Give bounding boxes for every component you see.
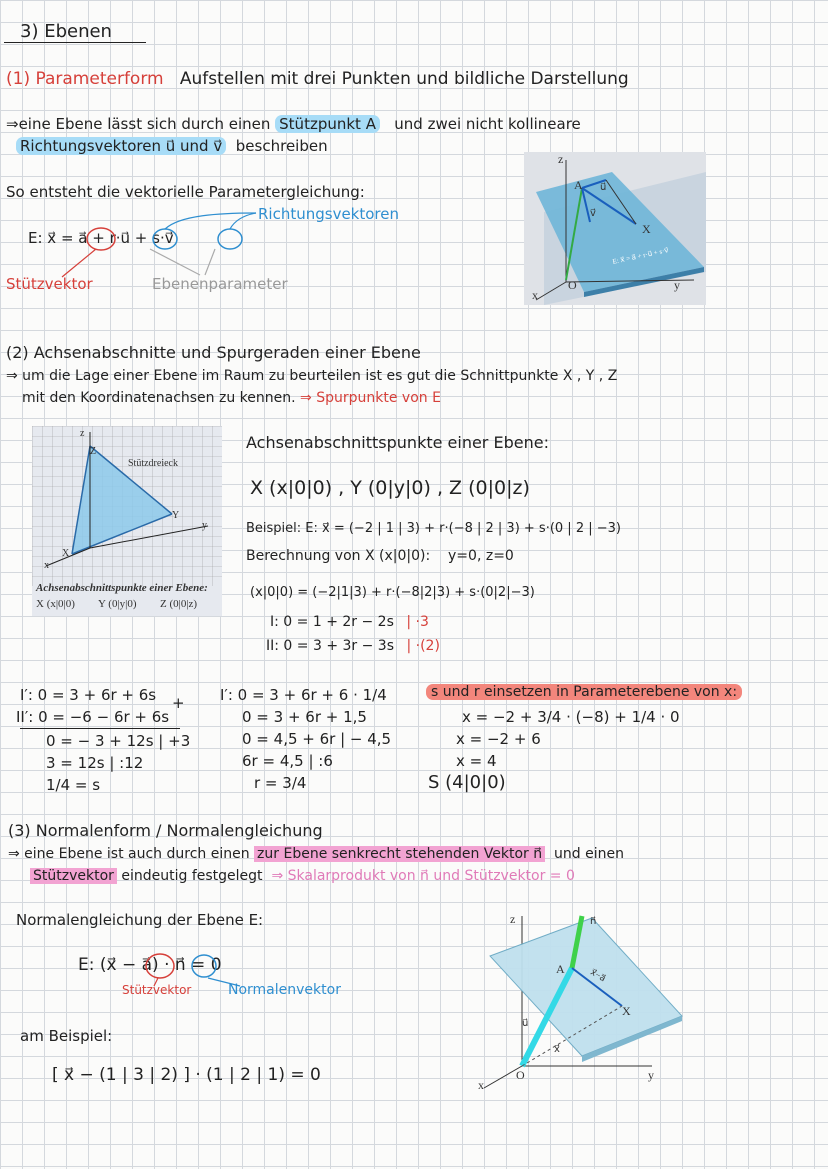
fig3-a: A	[556, 962, 565, 976]
s2-heading: (2) Achsenabschnitte und Spurgeraden einer Ebene	[6, 343, 421, 362]
fig3-n: n⃗	[590, 916, 597, 927]
fig1-strip: E: x⃗ = a⃗ + r·u⃗ + s·v⃗	[611, 246, 670, 266]
calc-mid-1: 0 = 3 + 6r + 1,5	[242, 708, 367, 726]
fig2-xaxis: x	[44, 560, 49, 571]
calc-mid-2: 0 = 4,5 + 6r | − 4,5	[242, 730, 392, 748]
calc-right-1: x = −2 + 6	[456, 730, 541, 748]
fig2-p2: Y (0|y|0)	[98, 598, 137, 610]
fig2-ypoint: Y	[172, 510, 180, 521]
fig1-x: X	[642, 222, 651, 236]
s1-heading: (1) Parameterform Aufstellen mit drei Punkten und bildliche Darstellung	[6, 69, 629, 89]
calc-right-2: x = 4	[456, 752, 497, 770]
ng-label-stuetz: Stützvektor	[122, 983, 192, 997]
s2-line2: mit den Koordinatenachsen zu kennen. ⇒ Spurpunkte von E	[22, 390, 441, 406]
fig1-z: z	[558, 152, 564, 166]
label-stuetzvektor: Stützvektor	[6, 275, 93, 293]
s1-line2: Richtungsvektoren u⃗ und v⃗ beschreiben	[16, 138, 328, 155]
figure-parameterform	[524, 152, 706, 305]
s3-line1: ⇒ eine Ebene ist auch durch einen zur Ebene senkrecht stehenden Vektor n⃗ und einen	[8, 846, 624, 862]
s3-heading: (3) Normalenform / Normalengleichung	[8, 821, 323, 840]
ng-equation: E: (x⃗ − a⃗) · n⃗ = 0	[78, 955, 222, 975]
fig1-xaxis: x	[532, 288, 538, 302]
calc-mid-0: I′: 0 = 3 + 6r + 6 · 1/4	[220, 686, 387, 704]
fig3-xaxis: x	[478, 1078, 484, 1092]
calc-mid-3: 6r = 4,5 | :6	[242, 752, 333, 770]
label-richtungsvektoren: Richtungsvektoren	[258, 205, 399, 223]
figure-achsenabschnitte	[32, 426, 222, 616]
vector-system: (x|0|0) = (−2|1|3) + r·(−8|2|3) + s·(0|2|−3)	[250, 585, 535, 600]
fig1-y: y	[674, 278, 680, 292]
fig2-zpoint: Z	[90, 446, 97, 457]
fig1-o: O	[568, 278, 577, 292]
calc-mid-4: r = 3/4	[254, 774, 307, 792]
calc-left-2: 0 = − 3 + 12s | +3	[46, 732, 191, 750]
fig3-xv: x⃗	[554, 1044, 560, 1055]
s1-line3: So entsteht die vektorielle Parametergleichung:	[6, 183, 365, 201]
berechnung-line: Berechnung von X (x|0|0): y=0, z=0	[246, 548, 514, 564]
bsp-equation: [ x⃗ − (1 | 3 | 2) ] · (1 | 2 | 1) = 0	[52, 1065, 321, 1085]
fig3-z: z	[510, 912, 516, 926]
calc-right-3: S (4|0|0)	[428, 772, 506, 793]
param-equation: E: x⃗ = a⃗ + r·u⃗ + s·v⃗	[28, 229, 174, 247]
fig1-v: v⃗	[590, 208, 596, 219]
achsen-points: X (x|0|0) , Y (0|y|0) , Z (0|0|z)	[250, 477, 530, 499]
calc-left-3: 3 = 12s | :12	[46, 754, 144, 772]
fig1-a: A	[574, 178, 583, 192]
fig2-yaxis: y	[202, 520, 207, 531]
ng-label-normal: Normalenvektor	[228, 982, 341, 998]
calc-left-0: I′: 0 = 3 + 6r + 6s	[20, 686, 157, 704]
fig2-zaxis: z	[80, 428, 85, 439]
calc-right-0: x = −2 + 3/4 · (−8) + 1/4 · 0	[462, 708, 680, 726]
bsp-title: am Beispiel:	[20, 1027, 113, 1045]
eq-I: I: 0 = 1 + 2r − 2s | ·3	[270, 614, 429, 630]
fig1-u: u⃗	[600, 182, 607, 193]
title-underline	[4, 42, 146, 43]
s3-line2: Stützvektor eindeutig festgelegt ⇒ Skalarprodukt von n⃗ und Stützvektor = 0	[30, 868, 575, 884]
calc-left-4: 1/4 = s	[46, 776, 101, 794]
fig3-y: y	[648, 1068, 654, 1082]
calc-plus: +	[172, 694, 185, 712]
eq-II: II: 0 = 3 + 3r − 3s | ·(2)	[266, 638, 440, 654]
fig3-o: O	[516, 1068, 525, 1082]
fig2-caption: Achsenabschnittspunkte einer Ebene:	[36, 582, 208, 594]
fig2-p3: Z (0|0|z)	[160, 598, 198, 610]
figure-normalenform	[472, 906, 692, 1096]
fig3-u: u⃗	[522, 1018, 529, 1029]
fig2-xpoint: X	[62, 548, 70, 559]
fig2-stuetzdreieck: Stützdreieck	[128, 458, 178, 469]
achsen-title: Achsenabschnittspunkte einer Ebene:	[246, 433, 549, 452]
label-ebenenparameter: Ebenenparameter	[152, 275, 288, 293]
ng-title: Normalengleichung der Ebene E:	[16, 911, 264, 929]
beispiel-eq: Beispiel: E: x⃗ = (−2 | 1 | 3) + r·(−8 | 2 | 3) + s·(0 | 2 | −3)	[246, 521, 621, 536]
s2-line1: ⇒ um die Lage einer Ebene im Raum zu beurteilen ist es gut die Schnittpunkte X , Y , Z	[6, 368, 618, 384]
fig3-x: X	[622, 1004, 631, 1018]
calc-left-1: II′: 0 = −6 − 6r + 6s	[16, 708, 170, 726]
fig3-xa: x⃗−a⃗	[588, 966, 608, 984]
fig2-p1: X (x|0|0)	[36, 598, 75, 610]
s1-line1: ⇒eine Ebene lässt sich durch einen Stützpunkt A und zwei nicht kollineare	[6, 115, 581, 133]
section-title: 3) Ebenen	[20, 21, 112, 42]
calc-rule	[20, 728, 180, 729]
calc-right-hl: s und r einsetzen in Parameterebene von x:	[426, 684, 742, 700]
